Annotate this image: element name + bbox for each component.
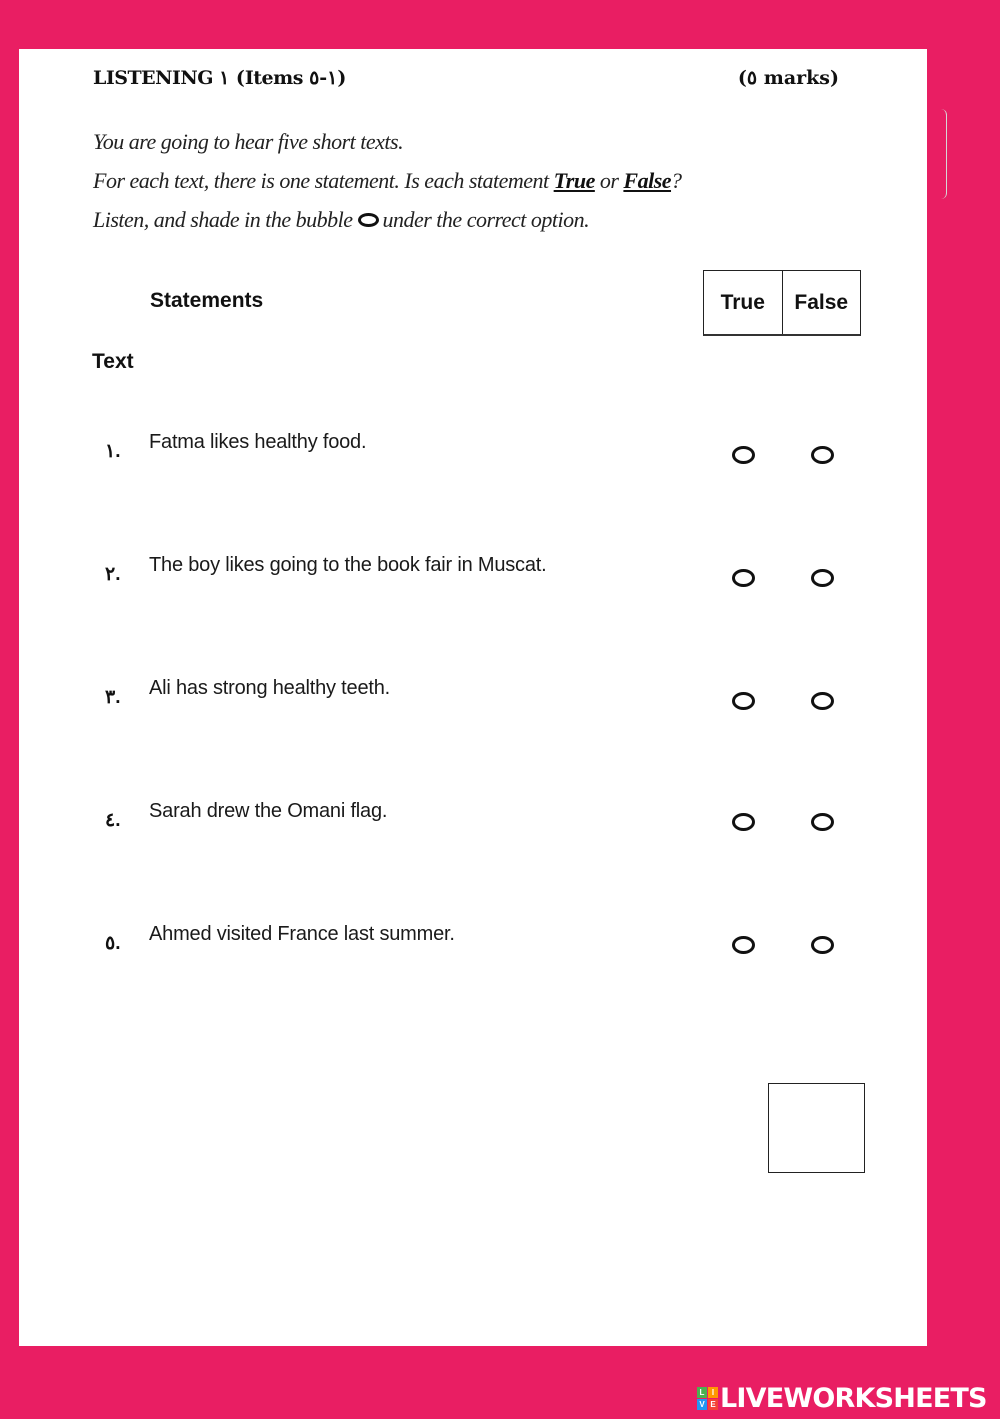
item-3-true-bubble[interactable] [732, 692, 755, 710]
section-marks: (٥ marks) [737, 67, 839, 89]
instruction-line-3 [93, 207, 589, 233]
liveworksheets-logo [697, 1383, 987, 1414]
true-column-header: True [720, 290, 765, 314]
instruction-text: For each text, there is one statement. Is each statement [93, 168, 554, 193]
item-number: ٤. [105, 810, 121, 831]
item-statement: Ali has strong healthy teeth. [149, 677, 391, 699]
item-number: ٢. [105, 564, 121, 585]
logo-tile: E [708, 1399, 718, 1410]
instruction-text: Listen, and shade in the bubble [93, 207, 353, 232]
true-false-header [703, 270, 861, 336]
logo-tiles-icon [697, 1387, 718, 1410]
item-2-false-bubble[interactable] [811, 569, 834, 587]
item-number: ٥. [105, 933, 121, 954]
instruction-text: ? [671, 168, 682, 193]
logo-tile: L [697, 1387, 707, 1398]
bubble-icon [358, 213, 379, 227]
item-statement: The boy likes going to the book fair in Muscat. [149, 554, 547, 576]
item-4-false-bubble[interactable] [811, 813, 834, 831]
true-emphasis: True [553, 168, 595, 193]
instruction-line-1: You are going to hear five short texts. [93, 129, 404, 154]
item-statement: Sarah drew the Omani flag. [149, 800, 388, 822]
text-header: Text [92, 350, 134, 373]
item-2-true-bubble[interactable] [732, 569, 755, 587]
item-5-false-bubble[interactable] [811, 936, 834, 954]
false-column-header: False [782, 271, 861, 334]
item-statement: Fatma likes healthy food. [149, 431, 367, 453]
logo-tile: I [708, 1387, 718, 1398]
worksheet-page [19, 49, 927, 1346]
logo-text: LIVEWORKSHEETS [720, 1383, 987, 1414]
item-number: ٣. [105, 687, 121, 708]
item-statement: Ahmed visited France last summer. [149, 923, 455, 945]
item-4-true-bubble[interactable] [732, 813, 755, 831]
instruction-line-2 [93, 168, 682, 194]
item-5-true-bubble[interactable] [732, 936, 755, 954]
logo-tile: V [697, 1399, 707, 1410]
page-edge-tab [940, 109, 947, 199]
item-1-false-bubble[interactable] [811, 446, 834, 464]
item-number: ١. [105, 441, 121, 462]
false-emphasis: False [623, 168, 672, 193]
instruction-text: under the correct option. [382, 207, 590, 232]
statements-header: Statements [150, 289, 264, 312]
item-1-true-bubble[interactable] [732, 446, 755, 464]
item-3-false-bubble[interactable] [811, 692, 834, 710]
score-box [768, 1083, 865, 1173]
section-title: LISTENING ١ (Items ١-٥) [93, 67, 347, 89]
instruction-text: or [594, 168, 624, 193]
